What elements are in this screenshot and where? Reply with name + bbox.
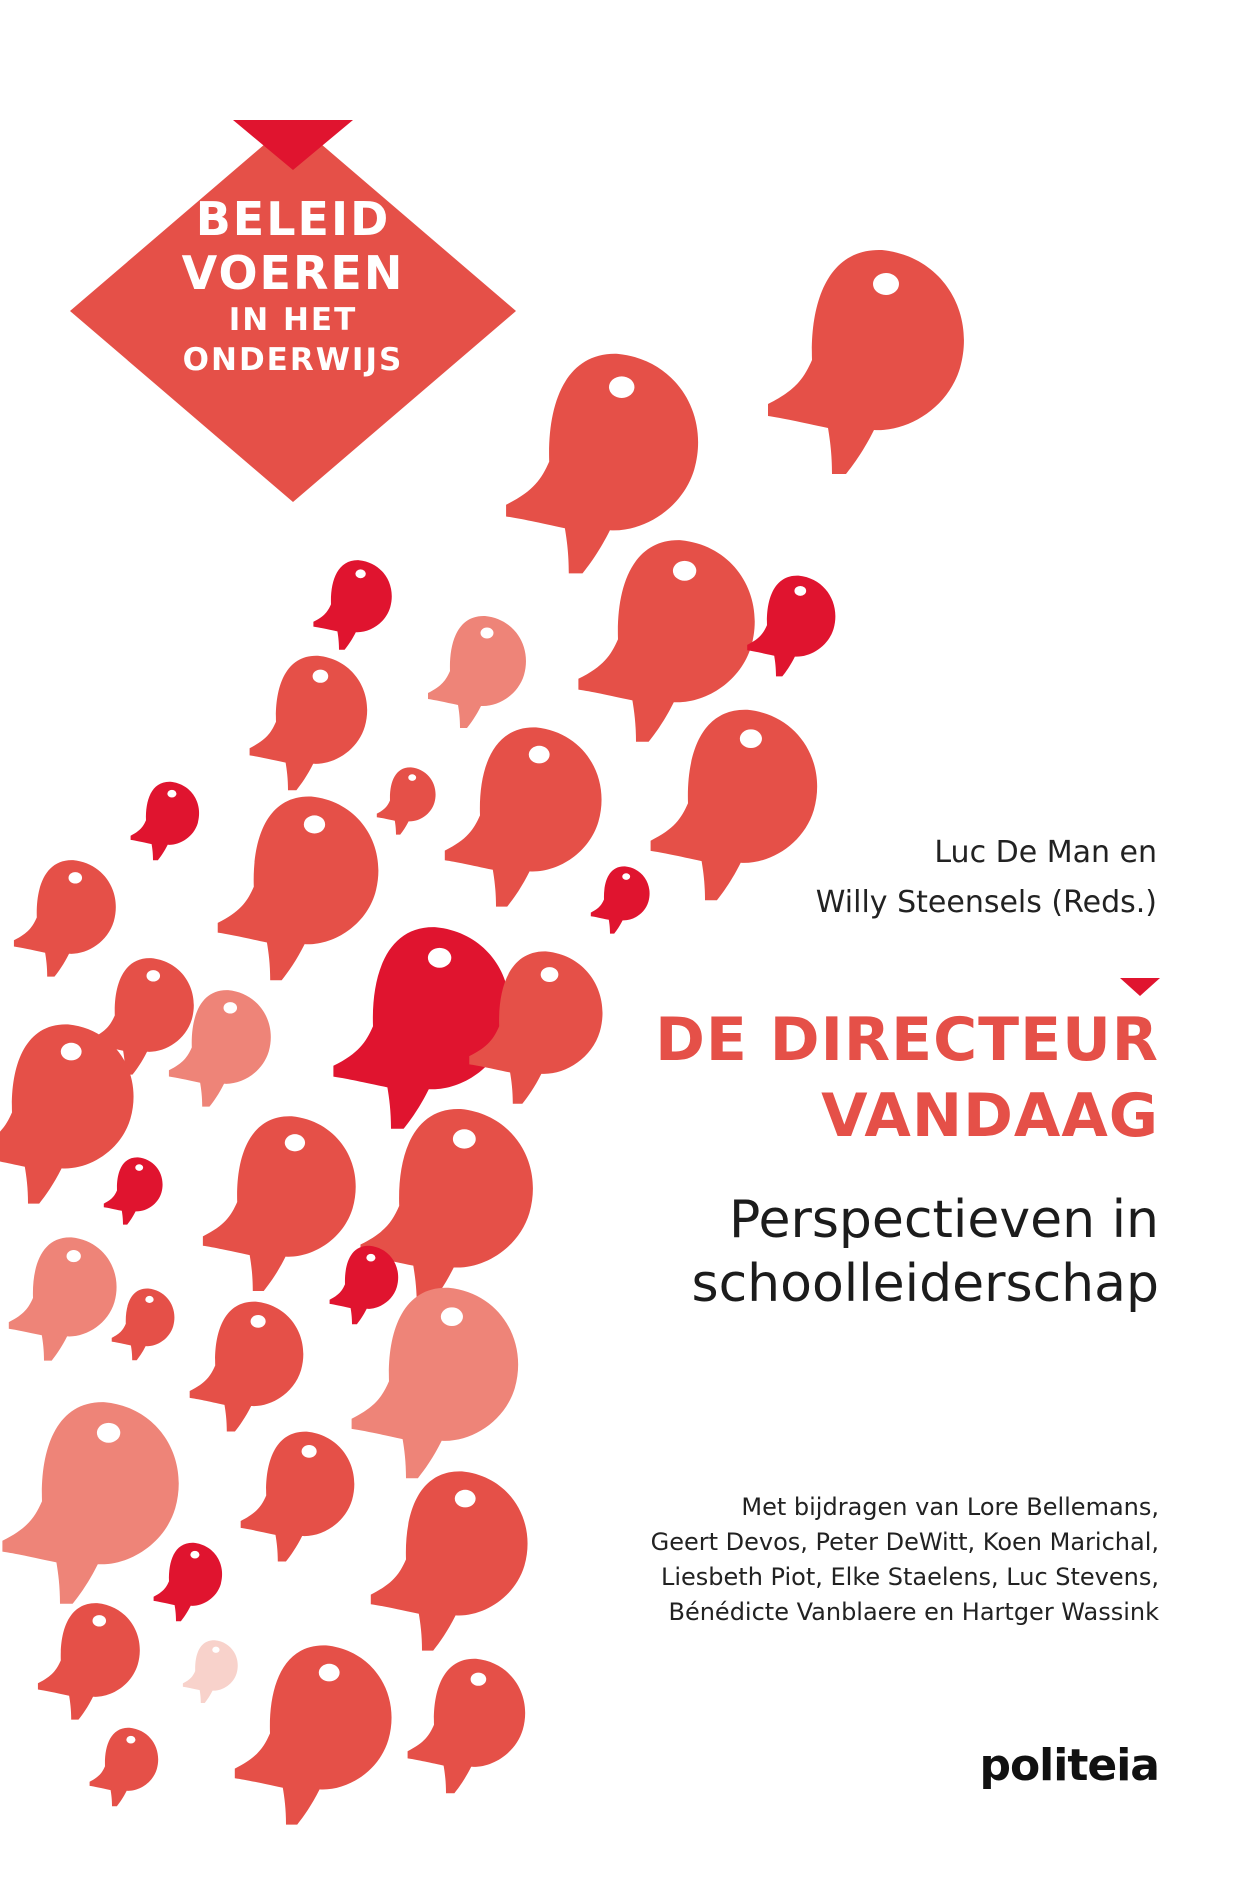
fish-eye-icon [428,948,451,968]
fish-icon [408,1659,526,1793]
fish-eye-icon [302,1445,317,1458]
fish-icon [154,1543,223,1621]
fish-eye-icon [609,376,634,398]
fish-eye-icon [135,1164,143,1171]
fish-eye-icon [313,670,329,683]
fish-icon [445,727,602,906]
fish-eye-icon [126,1736,135,1744]
fish-eye-icon [67,1250,81,1262]
fish-icon [90,1728,159,1806]
subtitle-line-2: schoolleiderschap [691,1254,1159,1314]
fish-eye-icon [145,1296,153,1303]
fish-eye-icon [285,1134,305,1151]
fish-icon [2,1402,178,1604]
fish-icon [428,616,526,728]
fish-eye-icon [212,1647,219,1653]
editors [637,828,1157,928]
fish-icon [14,860,116,977]
triangle-marker-icon [1120,978,1160,998]
contributors [399,1490,1159,1630]
fish-eye-icon [147,970,161,981]
fish-icon [9,1237,117,1360]
fish-icon [578,540,754,742]
fish-icon [131,782,200,860]
fish-eye-icon [673,561,696,581]
fish-icon [506,354,698,574]
fish-icon [377,767,436,834]
fish-eye-icon [304,815,325,833]
publisher-logo: politeia [979,1740,1159,1791]
fish-eye-icon [873,273,899,295]
title-line-2: VANDAAG [821,1081,1159,1151]
contributors-line-4: Bénédicte Vanblaere en Hartger Wassink [668,1598,1159,1626]
fish-eye-icon [471,1673,487,1686]
fish-eye-icon [319,1664,340,1682]
contributors-line-3: Liesbeth Piot, Elke Staelens, Luc Stevens, [660,1563,1159,1591]
editors-line-2: Willy Steensels (Reds.) [815,885,1157,920]
series-line-4: ONDERWIJS [182,342,404,378]
fish-icon [241,1432,355,1562]
book-subtitle [459,1188,1159,1316]
fish-eye-icon [355,569,365,578]
book-title [459,1002,1159,1154]
fish-icon [747,576,835,677]
fish-eye-icon [167,790,176,798]
subtitle-line-1: Perspectieven in [728,1190,1159,1250]
series-line-1: BELEID [195,192,391,246]
contributors-line-1: Met bijdragen van Lore Bellemans, [741,1493,1159,1521]
fish-icon [104,1157,163,1224]
fish-icon [352,1288,519,1478]
fish-eye-icon [69,872,83,883]
fish-eye-icon [529,746,550,764]
fish-icon [190,1302,304,1432]
fish-eye-icon [740,729,762,748]
fish-eye-icon [794,586,806,596]
title-line-1: DE DIRECTEUR [655,1005,1159,1075]
fish-eye-icon [93,1615,107,1626]
fish-icon [218,797,379,981]
fish-icon [203,1116,356,1291]
fish-icon [112,1289,175,1361]
series-badge [70,120,516,502]
fish-icon [330,1246,399,1324]
fish-eye-icon [366,1254,375,1262]
fish-eye-icon [408,774,416,781]
fish-icon [313,560,391,650]
fish-icon [250,656,368,790]
fish-eye-icon [97,1423,120,1443]
contributors-line-2: Geert Devos, Peter DeWitt, Koen Marichal, [650,1528,1159,1556]
editors-line-1: Luc De Man en [934,835,1157,870]
fish-icon [235,1645,392,1824]
fish-eye-icon [622,873,630,880]
series-line-3: IN HET [228,302,358,338]
fish-eye-icon [224,1002,238,1013]
fish-eye-icon [541,967,559,982]
fish-eye-icon [61,1043,82,1061]
fish-icon [768,250,964,474]
fish-icon [183,1640,238,1703]
fish-icon [0,1024,134,1203]
series-line-2: VOEREN [181,246,405,300]
fish-eye-icon [190,1551,199,1559]
fish-eye-icon [251,1315,266,1328]
series-name [70,192,516,380]
fish-eye-icon [481,628,494,639]
fish-icon [38,1603,140,1720]
